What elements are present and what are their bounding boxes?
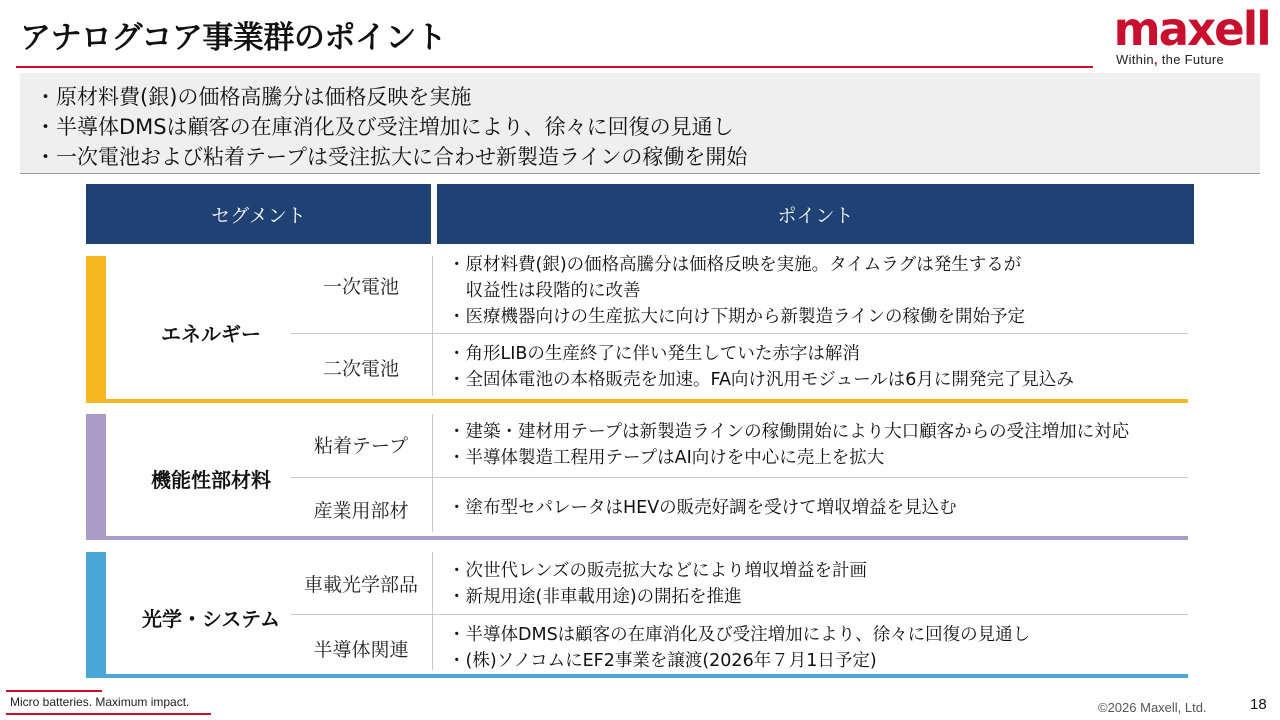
copyright: ©2026 Maxell, Ltd. [1098, 700, 1207, 715]
column-divider [432, 414, 433, 532]
page-title: アナログコア事業群のポイント [20, 20, 447, 56]
group-name-materials: 機能性部材料 [151, 468, 271, 492]
point-line: ・新規用途(非車載用途)の開拓を推進 [448, 587, 742, 607]
row-divider [291, 477, 1188, 478]
group-accent-energy [86, 256, 106, 402]
segment-primary-battery: 一次電池 [322, 276, 399, 298]
footer-rule-top [6, 690, 102, 692]
header-points: ポイント [437, 184, 1194, 244]
page-number: 18 [1250, 696, 1267, 713]
point-line: ・原材料費(銀)の価格高騰分は価格反映を実施。タイムラグは発生するが [448, 255, 1022, 275]
maxell-logo [1112, 2, 1272, 70]
logo-tagline-a: Within [1116, 52, 1154, 67]
segment-automotive-optics: 車載光学部品 [303, 574, 418, 596]
points-secondary-battery [448, 341, 1074, 393]
segment-adhesive-tape: 粘着テープ [313, 435, 409, 457]
point-line: ・次世代レンズの販売拡大などにより増収増益を計画 [448, 561, 868, 581]
point-line: ・角形LIBの生産終了に伴い発生していた赤字は解消 [448, 344, 860, 364]
points-semiconductor [448, 622, 1030, 674]
footer-rule-bottom [6, 713, 211, 715]
summary-line: ・一次電池および粘着テープは受注拡大に合わせ新製造ラインの稼働を開始 [35, 145, 748, 169]
logo-tagline-comma: , [1153, 52, 1158, 67]
group-divider-materials [86, 536, 1188, 540]
point-line: ・医療機器向けの生産拡大に向け下期から新製造ラインの稼働を開始予定 [448, 307, 1025, 327]
segment-semiconductor: 半導体関連 [313, 639, 409, 661]
point-line: ・建築・建材用テープは新製造ラインの稼働開始により大口顧客からの受注増加に対応 [448, 422, 1130, 442]
segment-industrial-materials: 産業用部材 [313, 500, 409, 522]
logo-wordmark: maxell [1113, 2, 1270, 56]
group-accent-materials [86, 414, 106, 539]
point-line: ・(株)ソノコムにEF2事業を譲渡(2026年７月1日予定) [448, 651, 877, 671]
points-industrial-materials [448, 495, 957, 521]
column-divider [432, 552, 433, 670]
points-adhesive-tape [448, 419, 1129, 471]
points-primary-battery [448, 252, 1025, 330]
summary-box [20, 73, 1260, 174]
point-line: ・塗布型セパレータはHEVの販売好調を受けて増収増益を見込む [448, 498, 957, 518]
group-divider-energy [86, 399, 1188, 403]
row-divider [291, 614, 1188, 615]
column-divider [432, 256, 433, 396]
point-line: 収益性は段階的に改善 [448, 281, 641, 301]
row-divider [291, 333, 1188, 334]
group-accent-optics [86, 552, 106, 678]
title-divider [16, 66, 1093, 68]
point-line: ・全固体電池の本格販売を加速。FA向け汎用モジュールは6月に開発完了見込み [448, 370, 1074, 390]
point-line: ・半導体DMSは顧客の在庫消化及び受注増加により、徐々に回復の見通し [448, 625, 1031, 645]
points-table [86, 184, 1194, 682]
point-line: ・半導体製造工程用テープはAI向けを中心に売上を拡大 [448, 448, 885, 468]
segment-secondary-battery: 二次電池 [322, 358, 399, 380]
summary-line: ・原材料費(銀)の価格高騰分は価格反映を実施 [35, 85, 472, 109]
summary-line: ・半導体DMSは顧客の在庫消化及び受注増加により、徐々に回復の見通し [35, 115, 734, 139]
logo-tagline [1116, 52, 1224, 67]
logo-tagline-b: the Future [1157, 52, 1225, 67]
footer-tagline: Micro batteries. Maximum impact. [10, 695, 190, 709]
header-segment: セグメント [86, 184, 431, 244]
points-automotive-optics [448, 558, 867, 610]
group-divider-optics [86, 674, 1188, 678]
group-name-optics: 光学・システム [142, 607, 280, 631]
group-name-energy: エネルギー [161, 322, 261, 346]
